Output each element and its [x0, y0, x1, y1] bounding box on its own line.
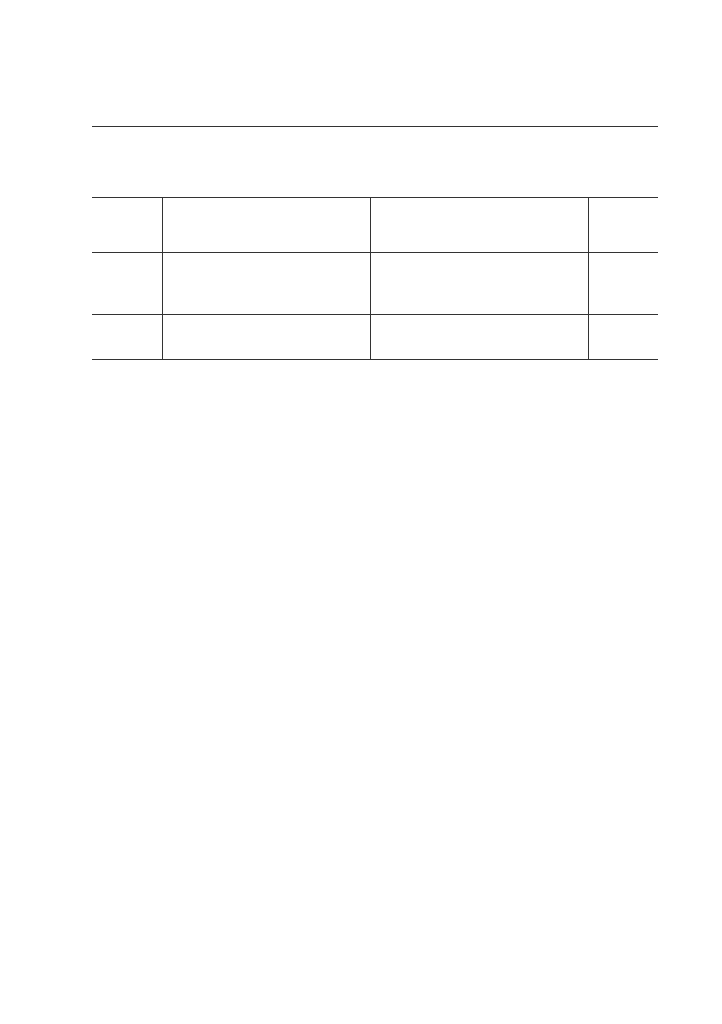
quota-value [593, 321, 655, 338]
quota-value [593, 293, 655, 310]
condition-text [375, 259, 584, 276]
machine-spec [167, 276, 366, 293]
machine-spec [167, 338, 366, 355]
condition-text [375, 276, 584, 293]
machine-spec [167, 321, 366, 338]
table-row [92, 253, 658, 315]
quota-value [593, 259, 655, 276]
machine-spec [167, 259, 366, 276]
machine-spec [167, 293, 366, 310]
condition-cell [370, 253, 588, 315]
table-header-row [92, 198, 658, 253]
equipment-quota-table [92, 197, 658, 360]
quota-value [593, 338, 655, 355]
machine-cell [162, 253, 370, 315]
quota-value [593, 276, 655, 293]
process-cell [92, 315, 162, 360]
header-condition [370, 198, 588, 253]
condition-text [375, 338, 584, 355]
machine-cell [162, 315, 370, 360]
header-rule [92, 126, 658, 127]
header-machine [162, 198, 370, 253]
condition-text [375, 321, 584, 338]
header-quota [588, 198, 658, 253]
quota-cell [588, 315, 658, 360]
quota-cell [588, 253, 658, 315]
table-row [92, 315, 658, 360]
process-cell [92, 253, 162, 315]
condition-cell [370, 315, 588, 360]
header-process [92, 198, 162, 253]
